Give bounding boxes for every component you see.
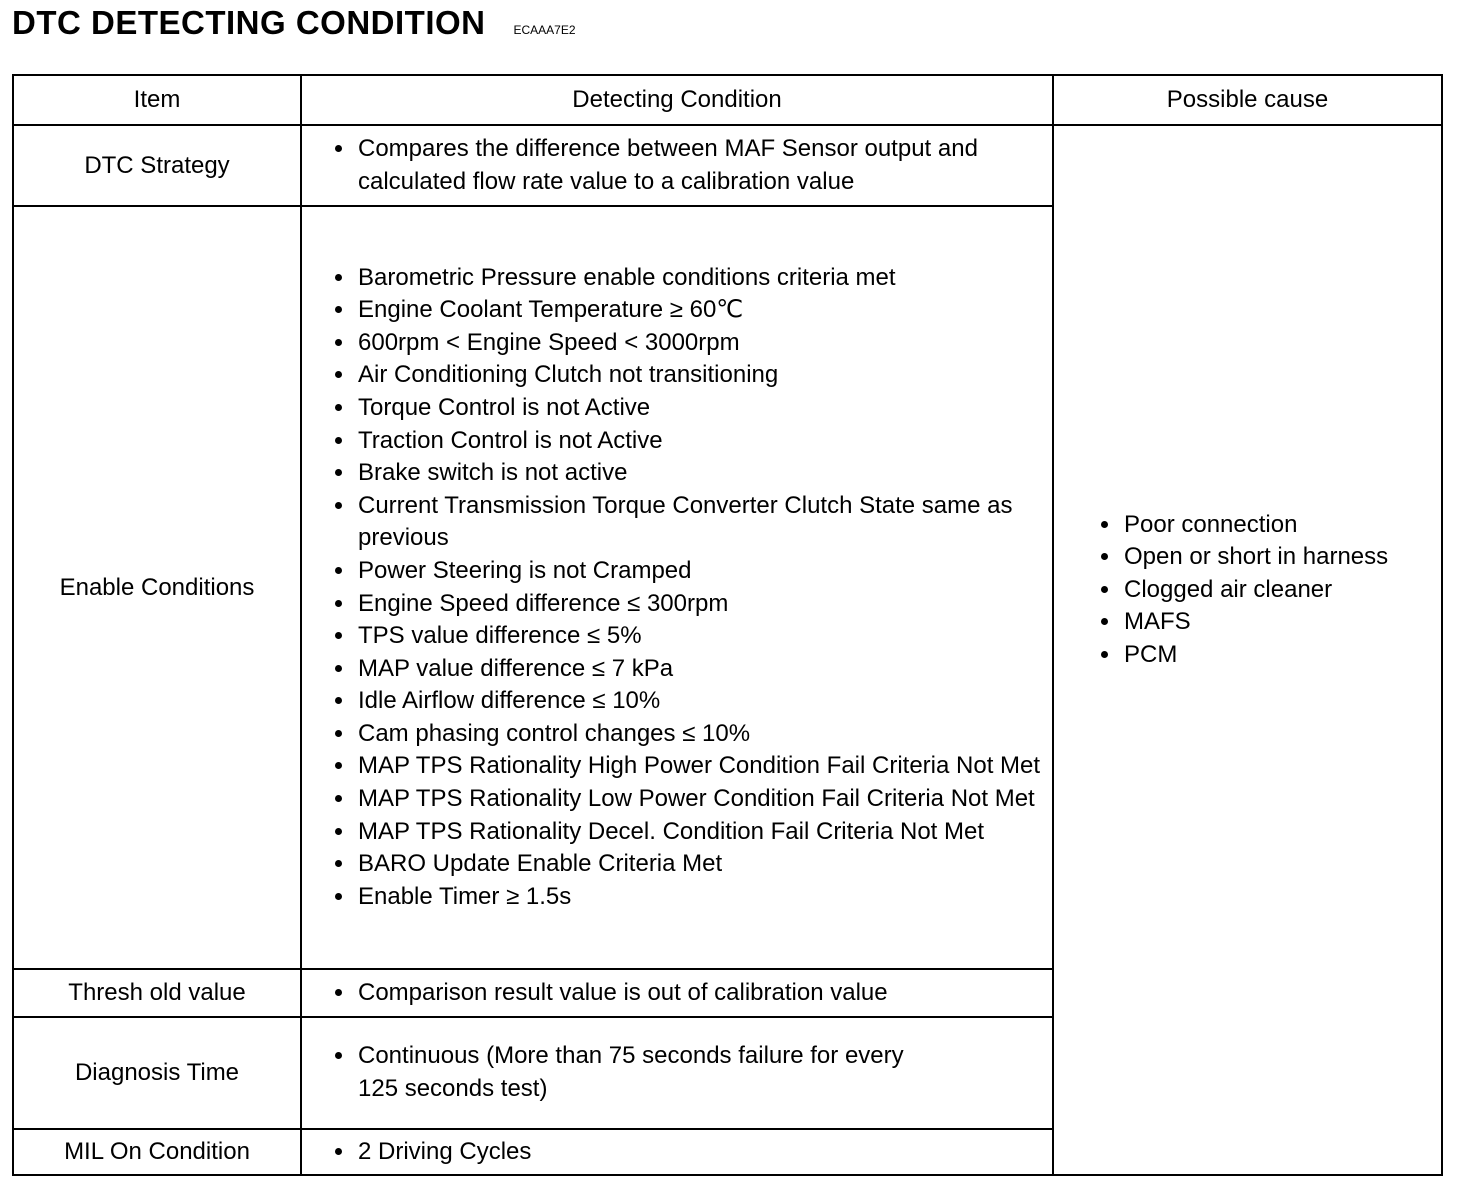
dtc-condition-table (12, 74, 1443, 1176)
cause-item: • Open or short in harness (1122, 541, 1440, 574)
condition-item: • 600rpm < Engine Speed < 3000rpm (356, 327, 1042, 360)
table-row (13, 125, 1442, 206)
header-cause: Possible cause (1053, 75, 1442, 125)
condition-item: • Power Steering is not Cramped (356, 555, 1042, 588)
condition-item: • Compares the difference between MAF Sensor output and calculated flow rate value to a calibration value (356, 133, 1042, 198)
page-title (12, 4, 576, 42)
condition-item: • Air Conditioning Clutch not transitioning (356, 359, 1042, 392)
row-item: Diagnosis Time (13, 1017, 301, 1129)
table-header (13, 75, 1442, 125)
condition-item: • Engine Coolant Temperature ≥ 60℃ (356, 294, 1042, 327)
title-text: DTC DETECTING CONDITION (12, 4, 486, 41)
condition-item: • Current Transmission Torque Converter Clutch State same as previous (356, 490, 1042, 555)
cause-item: • Poor connection (1122, 509, 1440, 542)
condition-item: • MAP TPS Rationality High Power Condition Fail Criteria Not Met (356, 750, 1042, 783)
cause-item: • PCM (1122, 639, 1440, 672)
header-item: Item (13, 75, 301, 125)
row-item: DTC Strategy (13, 125, 301, 206)
condition-item: • 2 Driving Cycles (356, 1136, 1042, 1169)
condition-item: • Torque Control is not Active (356, 392, 1042, 425)
possible-causes (1053, 125, 1442, 1175)
row-conditions (301, 969, 1053, 1017)
condition-item: • Continuous (More than 75 seconds failure for every 125 seconds test) (356, 1040, 922, 1105)
cause-item: • MAFS (1122, 606, 1440, 639)
row-conditions (301, 1017, 1053, 1129)
condition-item: • TPS value difference ≤ 5% (356, 620, 1042, 653)
condition-item: • MAP value difference ≤ 7 kPa (356, 653, 1042, 686)
row-conditions (301, 1129, 1053, 1175)
row-conditions (301, 206, 1053, 969)
row-item: Enable Conditions (13, 206, 301, 969)
condition-item: • BARO Update Enable Criteria Met (356, 848, 1042, 881)
row-item: Thresh old value (13, 969, 301, 1017)
header-condition: Detecting Condition (301, 75, 1053, 125)
row-conditions (301, 125, 1053, 206)
condition-item: • Engine Speed difference ≤ 300rpm (356, 588, 1042, 621)
condition-item: • MAP TPS Rationality Decel. Condition Fail Criteria Not Met (356, 816, 1042, 849)
cause-item: • Clogged air cleaner (1122, 574, 1440, 607)
condition-item: • Cam phasing control changes ≤ 10% (356, 718, 1042, 751)
condition-item: • Traction Control is not Active (356, 425, 1042, 458)
doc-code: ECAAA7E2 (513, 23, 576, 37)
condition-item: • MAP TPS Rationality Low Power Condition Fail Criteria Not Met (356, 783, 1042, 816)
row-item: MIL On Condition (13, 1129, 301, 1175)
condition-item: • Idle Airflow difference ≤ 10% (356, 685, 1042, 718)
condition-item: • Enable Timer ≥ 1.5s (356, 881, 1042, 914)
condition-item: • Comparison result value is out of calibration value (356, 977, 1042, 1010)
condition-item: • Brake switch is not active (356, 457, 1042, 490)
condition-item: • Barometric Pressure enable conditions criteria met (356, 262, 1042, 295)
